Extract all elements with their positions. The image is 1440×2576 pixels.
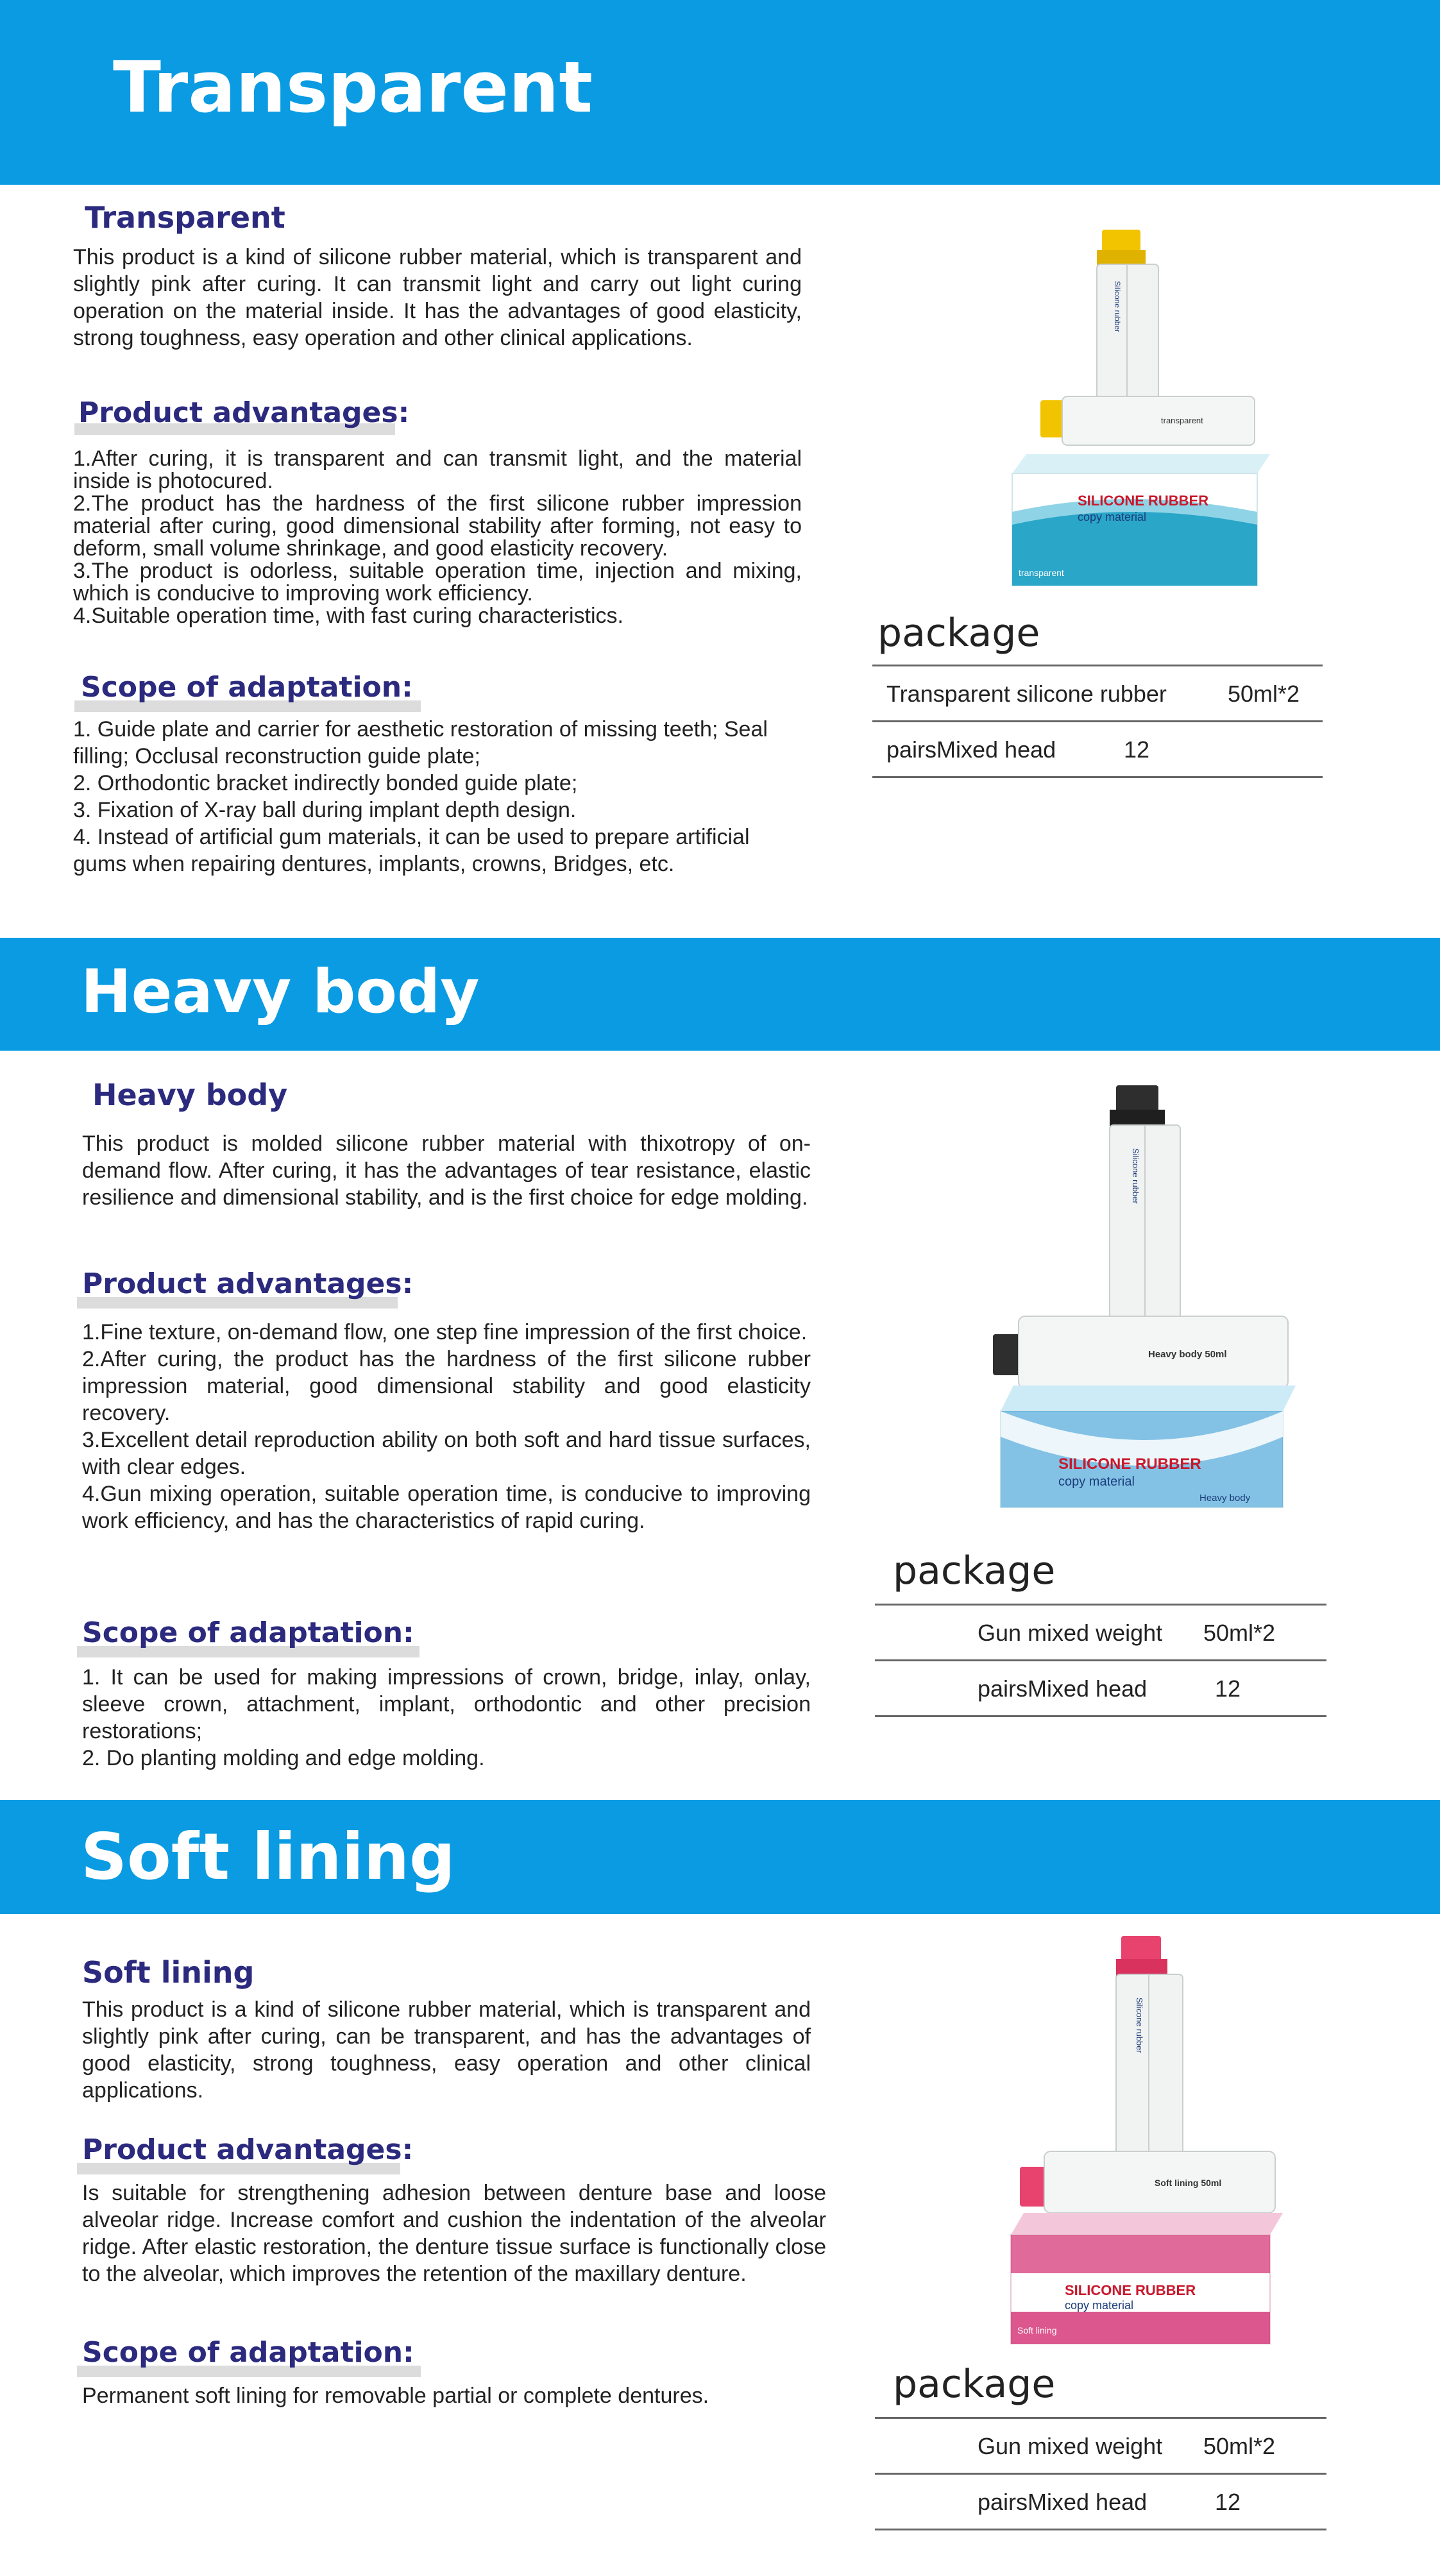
box-sub-text: copy material (1065, 2299, 1134, 2312)
package-row (875, 2475, 1326, 2530)
advantages-heading: Product advantages: (82, 2133, 414, 2166)
package-row-name: pairsMixed head (978, 2489, 1148, 2515)
advantage-item: 3.The product is odorless, suitable operation time, injection and mixing, which is conducive to improving work efficiency. (73, 559, 802, 606)
advantage-item: 1.Fine texture, on-demand flow, one step fine impression of the first choice. (82, 1320, 808, 1344)
svg-text:Silicone rubber: Silicone rubber (1113, 281, 1122, 333)
advantages-heading: Product advantages: (82, 1267, 414, 1300)
advantage-item: Is suitable for strengthening adhesion between denture base and loose alveolar ridge. Increase comfort and cushion the indentation of the alveolar ridge. After elastic restoration, the denture tissue surface is functionally close to the alveolar, which improves the retention of the maxillary denture. (82, 2181, 826, 2286)
product-title: Heavy body (92, 1078, 288, 1112)
advantage-item: 2.The product has the hardness of the first silicone rubber impression material after curing, good dimensional stability after forming, not easy to deform, small volume shrinkage, and good elasticity recovery. (73, 491, 802, 561)
cartridge-cap (1121, 1936, 1161, 1962)
box-brand-text: SILICONE RUBBER (1058, 1455, 1201, 1473)
package-row-value: 50ml*2 (1203, 1620, 1276, 1646)
scope-item: Permanent soft lining for removable partial or complete dentures. (82, 2384, 709, 2408)
scope-item: 2. Orthodontic bracket indirectly bonded guide plate; (73, 771, 578, 795)
package-label: package (877, 611, 1040, 656)
box-variant-text: transparent (1019, 568, 1064, 578)
scope-list (73, 716, 792, 877)
advantage-item: 2.After curing, the product has the hardness of the first silicone rubber impression material, good dimensional stability and good elasticity recovery. (82, 1347, 811, 1425)
box-variant-text: Heavy body (1199, 1493, 1251, 1504)
section-banner-heavy-body (0, 938, 1440, 1051)
scope-list (82, 1664, 811, 1772)
product-image-heavy-body (981, 1078, 1296, 1514)
package-row-value: 50ml*2 (1228, 681, 1300, 707)
package-row-name: Gun mixed weight (978, 2433, 1163, 2459)
scope-heading: Scope of adaptation: (81, 671, 413, 704)
package-row (875, 2419, 1326, 2475)
package-row-name: pairsMixed head (886, 736, 1056, 763)
package-row-name: Transparent silicone rubber (886, 681, 1167, 707)
svg-text:Heavy body 50ml: Heavy body 50ml (1148, 1349, 1227, 1360)
box-brand-text: SILICONE RUBBER (1078, 493, 1209, 509)
package-row (872, 722, 1323, 778)
scope-heading: Scope of adaptation: (82, 1616, 414, 1649)
product-title: Soft lining (82, 1955, 255, 1990)
scope-item: 3. Fixation of X-ray ball during implant depth design. (73, 798, 577, 822)
package-label: package (893, 2362, 1056, 2407)
scope-heading: Scope of adaptation: (82, 2336, 414, 2369)
package-row-value: 12 (1215, 1675, 1241, 1702)
box-variant-text: Soft lining (1017, 2325, 1057, 2335)
svg-text:Silicone rubber: Silicone rubber (1131, 1148, 1140, 1204)
box-sub-text: copy material (1078, 511, 1147, 523)
package-row-value: 12 (1215, 2489, 1241, 2515)
section-banner-transparent (0, 0, 1440, 185)
scope-item: 1. It can be used for making impressions of crown, bridge, inlay, onlay, sleeve crown, attachment, implant, orthodontic and other precision restorations; (82, 1665, 811, 1743)
svg-text:Soft lining 50ml: Soft lining 50ml (1155, 2178, 1222, 2188)
advantage-item: 4.Gun mixing operation, suitable operation time, is conducive to improving work efficiency, and has the characteristics of rapid curing. (82, 1482, 811, 1533)
box-brand-text: SILICONE RUBBER (1065, 2282, 1196, 2298)
banner-title: Soft lining (81, 1819, 455, 1894)
product-image-soft-lining (994, 1927, 1289, 2350)
package-label: package (893, 1548, 1056, 1593)
advantage-item: 1.After curing, it is transparent and can transmit light, and the material inside is photocured. (73, 446, 802, 493)
package-row-name: pairsMixed head (978, 1675, 1148, 1702)
box-sub-text: copy material (1058, 1475, 1135, 1489)
banner-title: Heavy body (81, 957, 480, 1027)
scope-item: 4. Instead of artificial gum materials, it can be used to prepare artificial gums when repairing dentures, implants, crowns, Bridges, etc. (73, 825, 750, 876)
advantages-list (82, 1319, 811, 1534)
package-row (872, 666, 1323, 722)
package-row-value: 50ml*2 (1203, 2433, 1276, 2459)
product-image-transparent (1001, 210, 1283, 595)
scope-item: 2. Do planting molding and edge molding. (82, 1746, 485, 1770)
banner-title: Transparent (113, 46, 593, 128)
svg-text:transparent: transparent (1161, 416, 1203, 425)
product-description: This product is a kind of silicone rubber material, which is transparent and slightly pink after curing. It can transmit light and carry out light curing operation on the material inside. It has the advantages of good elasticity, strong toughness, easy operation and other clinical applications. (73, 245, 802, 350)
package-row-value: 12 (1124, 736, 1150, 763)
cartridge-cap (1116, 1085, 1158, 1112)
package-row (875, 1606, 1326, 1661)
section-banner-soft-lining (0, 1800, 1440, 1914)
svg-text:Silicone rubber: Silicone rubber (1135, 1997, 1144, 2053)
advantage-item: 3.Excellent detail reproduction ability on both soft and hard tissue surfaces, with clear edges. (82, 1428, 811, 1479)
scope-item: 1. Guide plate and carrier for aesthetic restoration of missing teeth; Seal filling; Occlusal reconstruction guide plate; (73, 717, 768, 768)
package-row (875, 1661, 1326, 1717)
advantages-list (73, 448, 802, 627)
advantages-heading: Product advantages: (78, 396, 410, 429)
advantage-item: 4.Suitable operation time, with fast curing characteristics. (73, 604, 623, 628)
product-title: Transparent (85, 200, 285, 235)
product-description: This product is a kind of silicone rubber material, which is transparent and slightly pink after curing, can be transparent, and has the advantages of good elasticity, strong toughness, easy operation and other clinical applications. (82, 1997, 811, 2103)
scope-list (82, 2382, 811, 2409)
product-description: This product is molded silicone rubber material with thixotropy of on-demand flow. After curing, it has the advantages of tear resistance, elastic resilience and dimensional stability, and is the first choice for edge molding. (82, 1131, 811, 1210)
package-row-name: Gun mixed weight (978, 1620, 1163, 1646)
advantages-list (82, 2180, 826, 2287)
